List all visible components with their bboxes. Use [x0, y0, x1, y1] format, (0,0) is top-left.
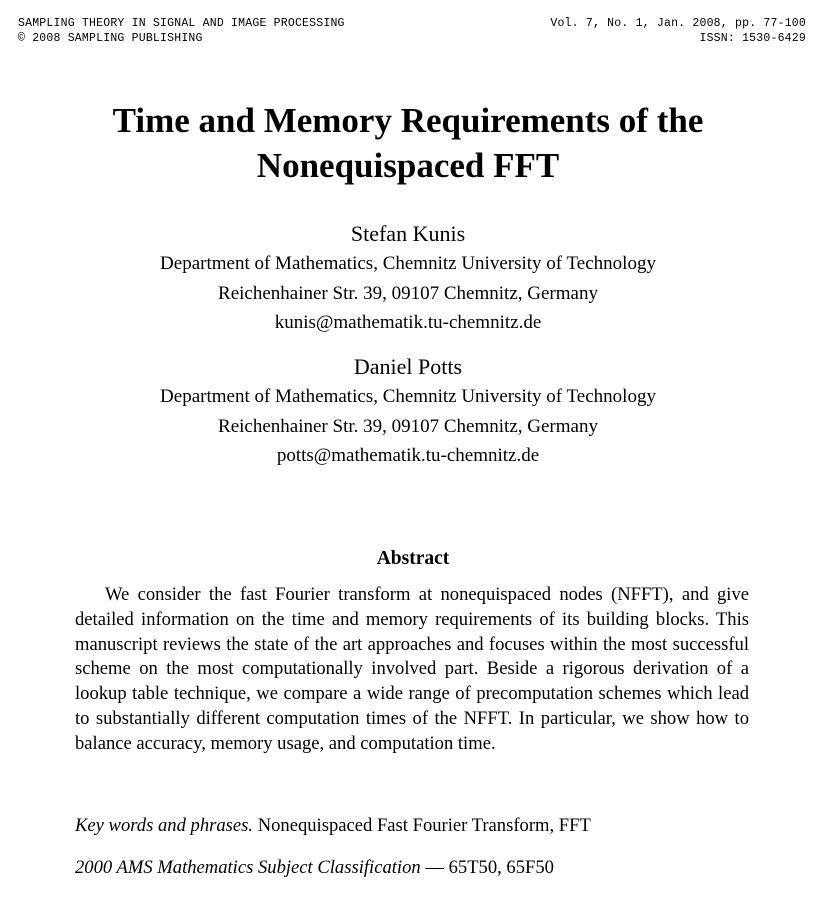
author-email: potts@mathematik.tu-chemnitz.de: [276, 445, 540, 466]
author-block-1: [0, 219, 816, 338]
msc-separator: —: [425, 857, 444, 878]
paper-title: [0, 98, 816, 188]
author-address: Reichenhainer Str. 39, 09107 Chemnitz, Germany: [218, 415, 598, 437]
author-block-2: [0, 352, 816, 471]
author-department: Department of Mathematics, Chemnitz University of Technology: [160, 253, 656, 274]
author-name: Stefan Kunis: [350, 221, 466, 246]
keywords-label: Key words and phrases.: [75, 815, 254, 836]
keywords-line: [75, 813, 775, 839]
author-email: kunis@mathematik.tu-chemnitz.de: [274, 312, 542, 333]
author-department: Department of Mathematics, Chemnitz University of Technology: [160, 386, 656, 407]
abstract-body: We consider the fast Fourier transform at nonequispaced nodes (NFFT), and give detailed information on the time and memory requirements of its building blocks. This manuscript reviews the state of the art approaches and focuses within the most successful scheme on the most computationally involved part. Beside a rigorous derivation of a lookup table technique, we compare a wide range of precomputation schemes which lead to substantially different computation times of the NFFT. In particular, we show how to balance accuracy, memory usage, and computation time.: [75, 584, 749, 754]
msc-label: 2000 AMS Mathematics Subject Classification: [75, 857, 421, 878]
msc-line: [75, 855, 775, 881]
running-header-right: [550, 16, 806, 46]
issn: ISSN: 1530-6429: [699, 32, 806, 45]
paper-title-line-1: Time and Memory Requirements of the: [112, 101, 704, 140]
keywords-value: Nonequispaced Fast Fourier Transform, FFT: [257, 815, 591, 836]
volume-info: Vol. 7, No. 1, Jan. 2008, pp. 77-100: [550, 17, 806, 30]
author-address: Reichenhainer Str. 39, 09107 Chemnitz, Germany: [218, 282, 598, 304]
msc-value: 65T50, 65F50: [448, 857, 554, 878]
copyright-notice: © 2008 SAMPLING PUBLISHING: [18, 32, 203, 45]
paper-title-line-2: Nonequispaced FFT: [256, 146, 560, 185]
running-header-left: [18, 16, 345, 46]
abstract-heading: Abstract: [376, 548, 450, 569]
author-name: Daniel Potts: [353, 354, 463, 379]
journal-name: SAMPLING THEORY IN SIGNAL AND IMAGE PROCESSING: [18, 17, 345, 30]
